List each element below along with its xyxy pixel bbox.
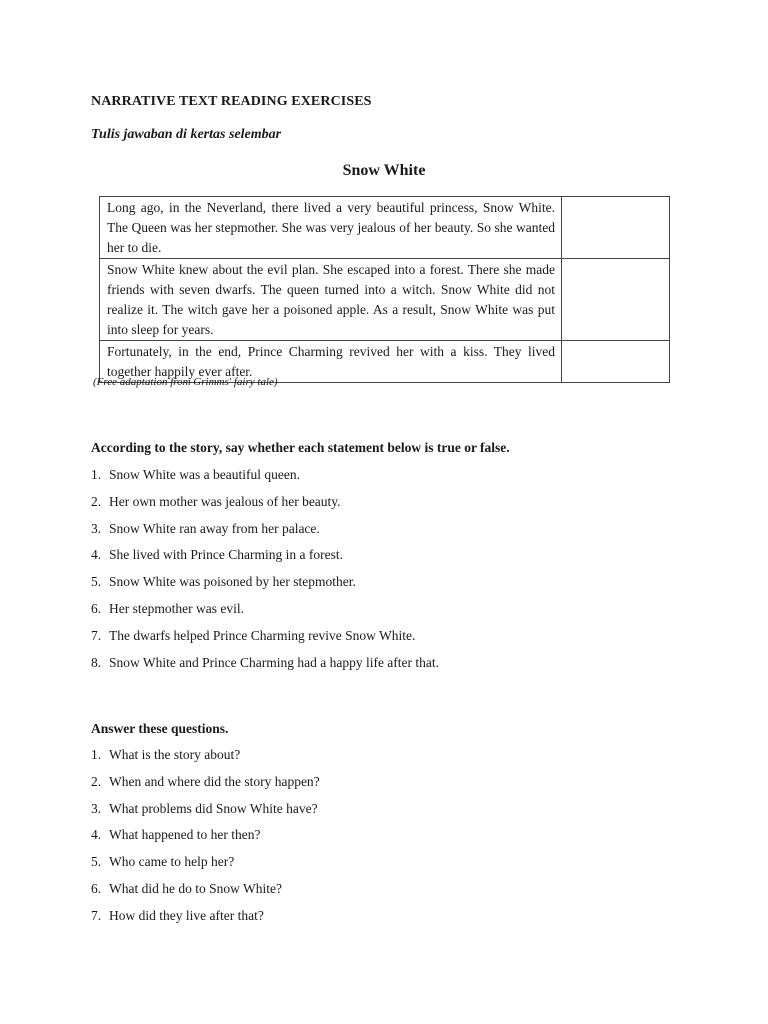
item-text: Her stepmother was evil. [109, 600, 244, 616]
item-text: Snow White was a beautiful queen. [109, 467, 300, 482]
list-item [91, 520, 439, 547]
item-text: Snow White ran away from her palace. [109, 520, 320, 536]
questions-list [91, 746, 320, 934]
list-item [91, 466, 439, 493]
item-number: 5. [91, 854, 102, 870]
true-false-heading: According to the story, say whether each statement below is true or false. [91, 440, 510, 455]
item-text: When and where did the story happen? [109, 773, 320, 789]
item-text: She lived with Prince Charming in a forest. [109, 547, 343, 563]
item-number: 2. [91, 493, 102, 509]
list-item [91, 573, 439, 600]
item-text: How did they live after that? [109, 907, 264, 923]
item-text: What happened to her then? [109, 827, 261, 843]
item-number: 7. [91, 627, 102, 643]
list-item [91, 907, 320, 934]
list-item [91, 600, 439, 627]
item-number: 2. [91, 773, 102, 789]
list-item [91, 746, 320, 773]
questions-heading: Answer these questions. [91, 721, 229, 736]
item-number: 4. [91, 827, 102, 843]
story-row [100, 259, 670, 341]
item-number: 8. [91, 654, 102, 670]
item-text: Snow White and Prince Charming had a happy life after that. [109, 654, 440, 670]
answer-blank-cell-2 [562, 259, 670, 341]
item-text: What is the story about? [109, 747, 241, 762]
story-row [100, 197, 670, 259]
story-paragraph-2: Snow White knew about the evil plan. She escaped into a forest. There she made friends with seven dwarfs. The queen turned into a witch. Snow White did not realize it. The witch gave her a poisoned apple. As a result, Snow White was put into sleep for years. [100, 259, 562, 341]
item-text: What did he do to Snow White? [109, 880, 282, 896]
item-text: Snow White was poisoned by her stepmother. [109, 574, 356, 590]
document-heading: NARRATIVE TEXT READING EXERCISES [91, 94, 372, 109]
list-item [91, 546, 439, 573]
story-paragraph-1: Long ago, in the Neverland, there lived a very beautiful princess, Snow White. The Queen was her stepmother. She was very jealous of her beauty. So she wanted her to die. [100, 197, 562, 259]
list-item [91, 654, 439, 681]
item-number: 7. [91, 907, 102, 923]
list-item [91, 773, 320, 800]
item-text: The dwarfs helped Prince Charming revive Snow White. [109, 627, 416, 643]
item-number: 6. [91, 880, 102, 896]
list-item [91, 627, 439, 654]
list-item [91, 826, 320, 853]
list-item [91, 800, 320, 827]
story-paragraph-3: Fortunately, in the end, Prince Charming revived her with a kiss. They lived together happily ever after. [100, 341, 562, 383]
item-text: What problems did Snow White have? [109, 800, 318, 816]
list-item [91, 853, 320, 880]
answer-blank-cell-1 [562, 197, 670, 259]
item-number: 4. [91, 547, 102, 563]
item-number: 1. [91, 747, 102, 762]
item-number: 3. [91, 520, 102, 536]
story-title: Snow White [342, 162, 426, 179]
item-text: Who came to help her? [109, 854, 235, 870]
item-number: 3. [91, 800, 102, 816]
list-item [91, 880, 320, 907]
item-text: Her own mother was jealous of her beauty. [109, 493, 341, 509]
true-false-list [91, 466, 439, 680]
item-number: 5. [91, 574, 102, 590]
item-number: 6. [91, 600, 102, 616]
instruction-text: Tulis jawaban di kertas selembar [91, 127, 282, 142]
item-number: 1. [91, 467, 102, 482]
source-note: (Free adaptation from Grimms' fairy tale) [93, 376, 278, 388]
story-table [99, 196, 670, 383]
list-item [91, 493, 439, 520]
answer-blank-cell-3 [562, 341, 670, 383]
